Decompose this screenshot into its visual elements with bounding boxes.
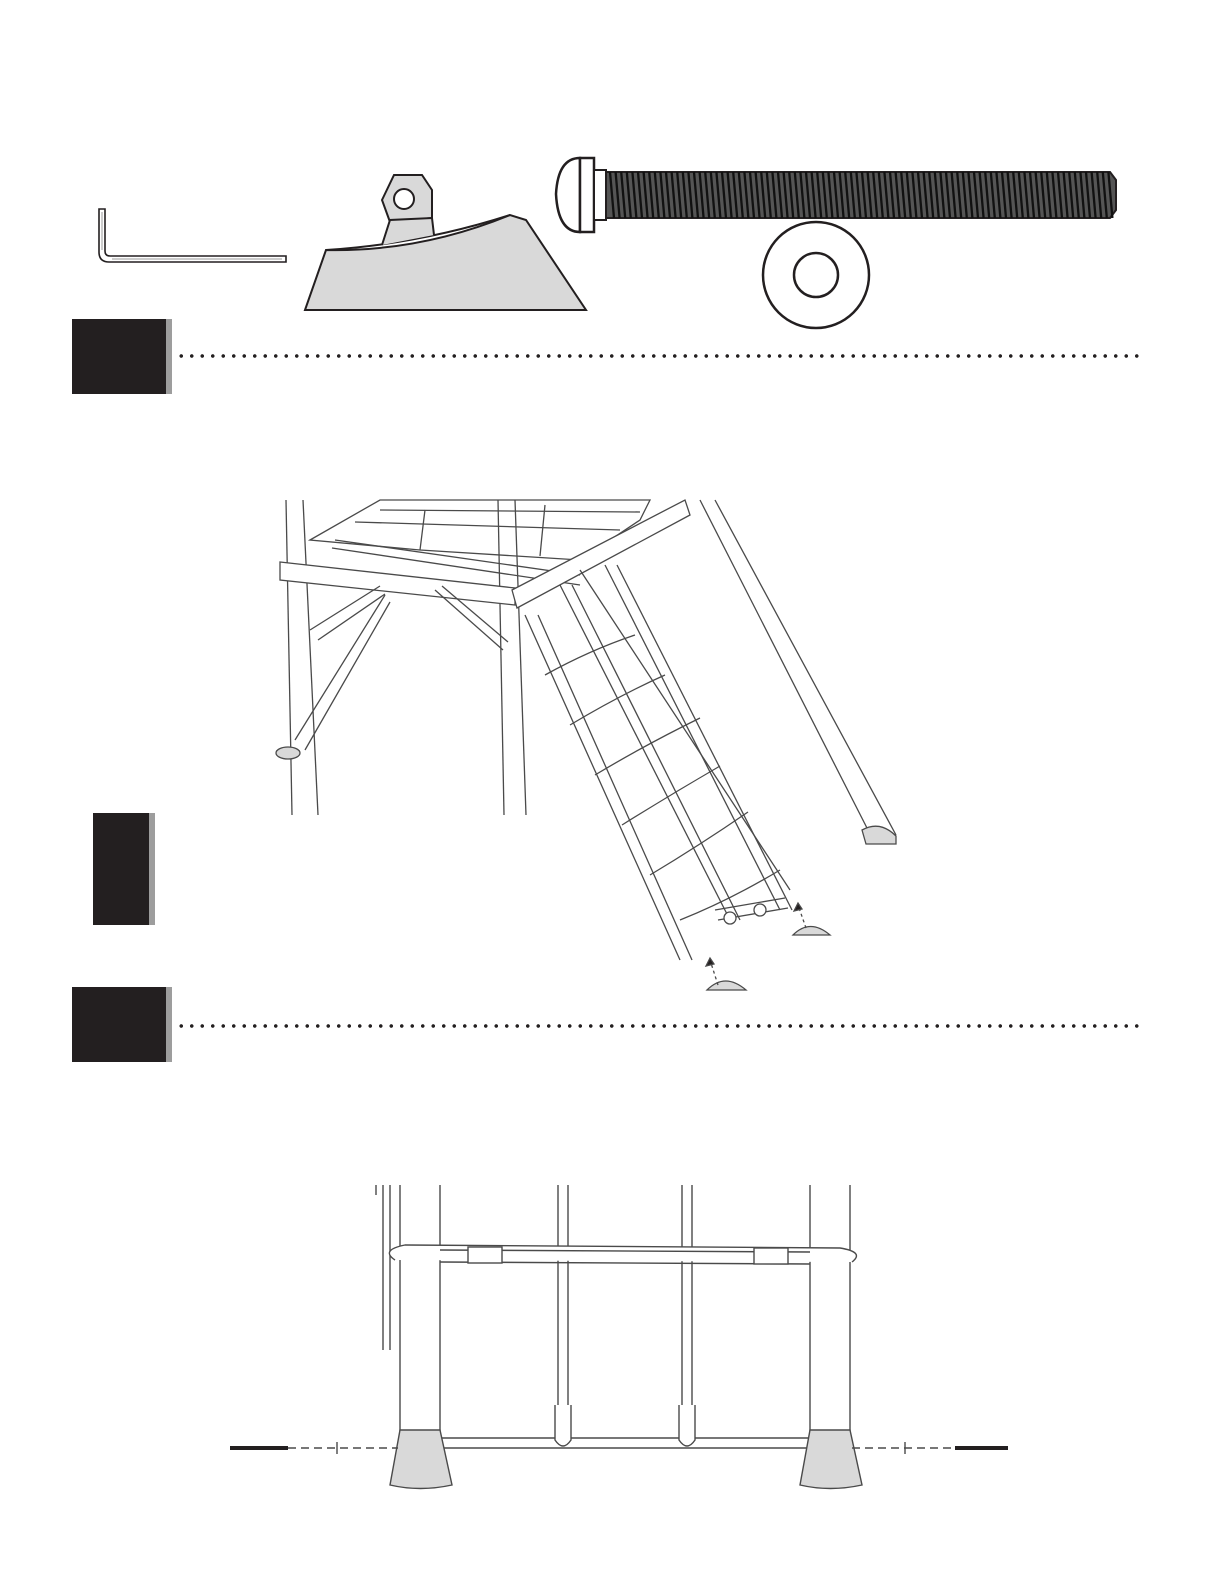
step-number-box-2: [93, 813, 149, 925]
step-divider-3: [176, 1024, 1142, 1028]
step-divider-1: [176, 354, 1142, 358]
platform-ladder-illustration: [260, 490, 900, 1010]
step-number-box-1: [72, 319, 166, 394]
step-number-box-3: [72, 987, 166, 1062]
washer-icon: [758, 218, 878, 338]
allen-wrench-icon: [90, 200, 290, 280]
bottom-assembly-illustration: [230, 1180, 1030, 1510]
